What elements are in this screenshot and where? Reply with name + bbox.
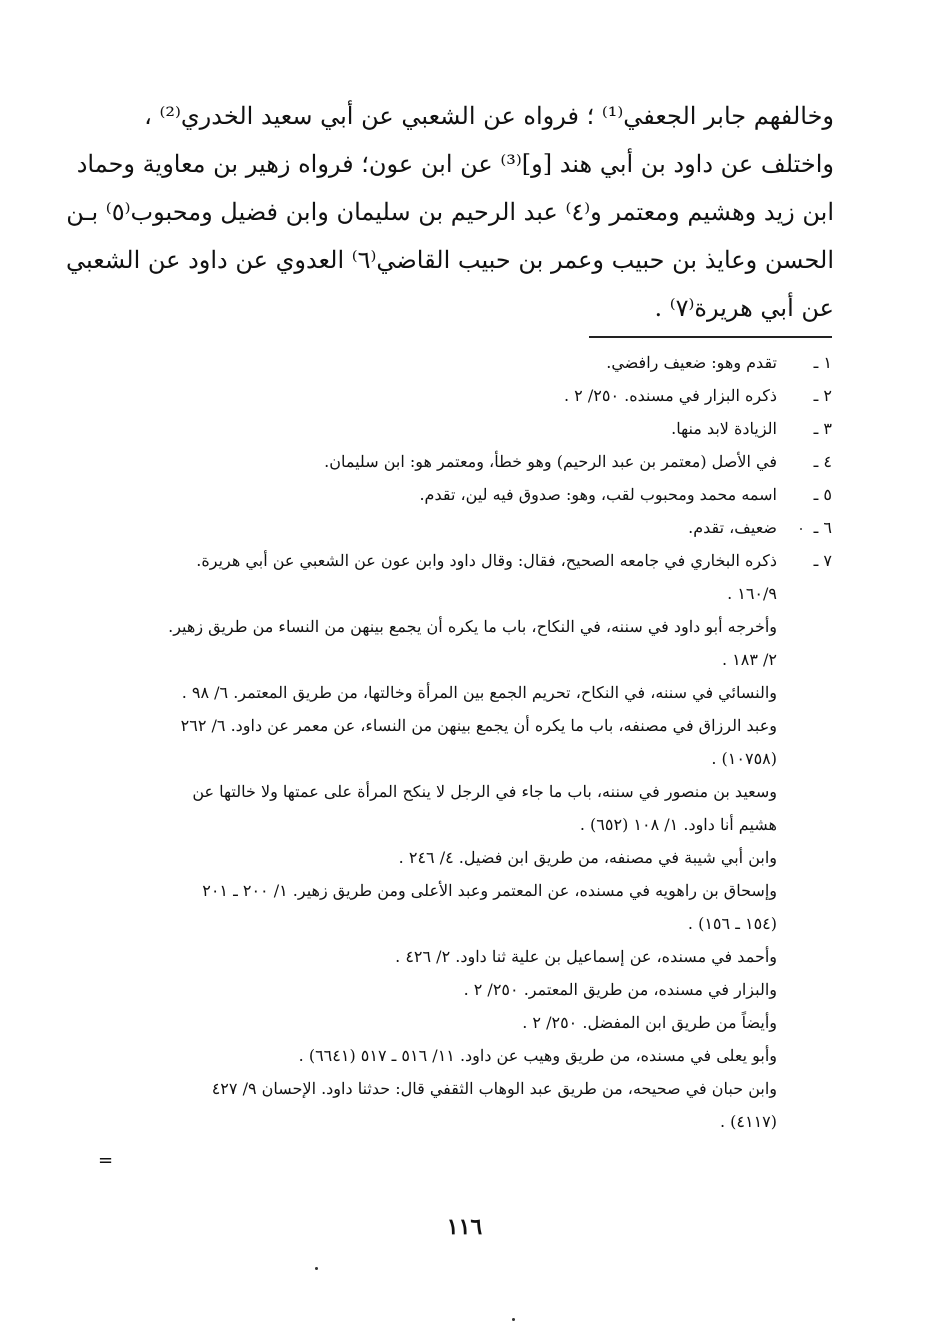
footnote-text: ذكره البخاري في جامعه الصحيح، فقال: وقال داود وابن عون عن الشعبي عن أبي هريرة. xyxy=(196,551,777,570)
reference-item xyxy=(102,973,832,1006)
footnote-separator xyxy=(589,336,832,338)
footnote-number: ٣ ـ xyxy=(813,419,832,438)
reference-text: وعبد الرزاق في مصنفه، باب ما يكره أن يجمع بينهن من النساء، عن معمر عن داود. ٦/ ٢٦٢ xyxy=(180,716,777,735)
main-text-line: عن أبي هريرة⁽٧⁾ . xyxy=(654,294,834,322)
reference-text: وابن حبان في صحيحه، من طريق عبد الوهاب الثقفي قال: حدثنا داود. الإحسان ٩/ ٤٢٧ xyxy=(211,1079,777,1098)
footnote-item xyxy=(102,544,832,610)
main-text-line: واختلف عن داود بن أبي هند [و]⁽³⁾ عن ابن عون؛ فرواه زهير بن معاوية وحماد xyxy=(76,150,834,178)
reference-item xyxy=(102,775,832,841)
reference-item xyxy=(102,874,832,940)
footnote-text: ضعيف، تقدم. xyxy=(688,518,777,537)
footnote-number: ٧ ـ xyxy=(813,551,832,570)
scan-speck xyxy=(315,1267,318,1270)
footnote-text: اسمه محمد ومحبوب لقب، وهو: صدوق فيه لين، تقدم. xyxy=(419,485,777,504)
reference-text-continued: (٤١١٧) . xyxy=(719,1112,777,1131)
footnote-number: ٦ ـ xyxy=(813,518,832,537)
reference-text-continued: ٢/ ١٨٣ . xyxy=(721,650,777,669)
continuation-mark: = xyxy=(98,1150,114,1171)
footnote-item xyxy=(102,478,832,511)
footnote-number: ٢ ـ xyxy=(813,386,832,405)
scan-speck xyxy=(512,1318,515,1321)
footnote-item xyxy=(102,445,832,478)
reference-item xyxy=(102,841,832,874)
footnote-text: الزيادة لابد منها. xyxy=(671,419,777,438)
reference-item xyxy=(102,610,832,676)
footnote-number: ٥ ـ xyxy=(813,485,832,504)
footnote-text: في الأصل (معتمر بن عبد الرحيم) وهو خطأ، ومعتمر هو: ابن سليمان. xyxy=(324,452,777,471)
main-text-block xyxy=(66,92,834,332)
footnote-text: تقدم وهو: ضعيف رافضي. xyxy=(606,353,777,372)
footnotes-block xyxy=(102,346,832,1138)
main-text-line: وخالفهم جابر الجعفي⁽¹⁾ ؛ فرواه عن الشعبي عن أبي سعيد الخدري⁽²⁾ ، xyxy=(144,102,834,130)
reference-text: وإسحاق بن راهويه في مسنده، عن المعتمر وعبد الأعلى ومن طريق زهير. ١/ ٢٠٠ ـ ٢٠١ xyxy=(202,881,777,900)
footnote-number: ١ ـ xyxy=(813,353,832,372)
reference-item xyxy=(102,1039,832,1072)
footnote-item xyxy=(102,346,832,379)
reference-text: والنسائي في سننه، في النكاح، تحريم الجمع بين المرأة وخالتها، من طريق المعتمر. ٦/ ٩٨ . xyxy=(181,683,777,702)
reference-text: وأيضاً من طريق ابن المفضل. ٢٥٠/ ٢ . xyxy=(522,1013,777,1032)
reference-text-continued: (١٠٧٥٨) . xyxy=(711,749,777,768)
reference-item xyxy=(102,1072,832,1138)
reference-item xyxy=(102,940,832,973)
reference-text-continued: هشيم أنا داود. ١/ ١٠٨ (٦٥٢) . xyxy=(579,815,777,834)
reference-text: وسعيد بن منصور في سننه، باب ما جاء في الرجل لا ينكح المرأة على عمتها ولا خالتها عن xyxy=(192,782,777,801)
reference-text: وأحمد في مسنده، عن إسماعيل بن علية ثنا داود. ٢/ ٤٢٦ . xyxy=(395,947,777,966)
footnote-number: ٤ ـ xyxy=(813,452,832,471)
scan-speck xyxy=(800,528,802,530)
footnote-item xyxy=(102,379,832,412)
reference-item xyxy=(102,1006,832,1039)
page-number: ١١٦ xyxy=(446,1214,483,1240)
reference-text: والبزار في مسنده، من طريق المعتمر. ٢٥٠/ ٢ . xyxy=(463,980,777,999)
main-text-line: الحسن وعايذ بن حبيب وعمر بن حبيب القاضي⁽٦⁾ العدوي عن داود عن الشعبي xyxy=(66,246,834,274)
footnote-text-continued: ١٦٠/٩ . xyxy=(727,584,777,603)
reference-text: وابن أبي شيبة في مصنفه، من طريق ابن فضيل. ٤/ ٢٤٦ . xyxy=(398,848,777,867)
main-text-line: ابن زيد وهشيم ومعتمر و⁽٤⁾ عبد الرحيم بن سليمان وابن فضيل ومحبوب⁽٥⁾ بـن xyxy=(66,198,834,226)
reference-text-continued: (١٥٤ ـ ١٥٦) . xyxy=(687,914,777,933)
footnote-item xyxy=(102,412,832,445)
footnote-text: ذكره البزار في مسنده. ٢٥٠/ ٢ . xyxy=(564,386,777,405)
reference-item xyxy=(102,709,832,775)
reference-text: وأخرجه أبو داود في سننه، في النكاح، باب ما يكره أن يجمع بينهن من النساء من طريق زهير. xyxy=(168,617,777,636)
footnote-item xyxy=(102,511,832,544)
reference-item xyxy=(102,676,832,709)
reference-text: وأبو يعلى في مسنده، من طريق وهيب عن داود. ١١/ ٥١٦ ـ ٥١٧ (٦٦٤١) . xyxy=(298,1046,777,1065)
